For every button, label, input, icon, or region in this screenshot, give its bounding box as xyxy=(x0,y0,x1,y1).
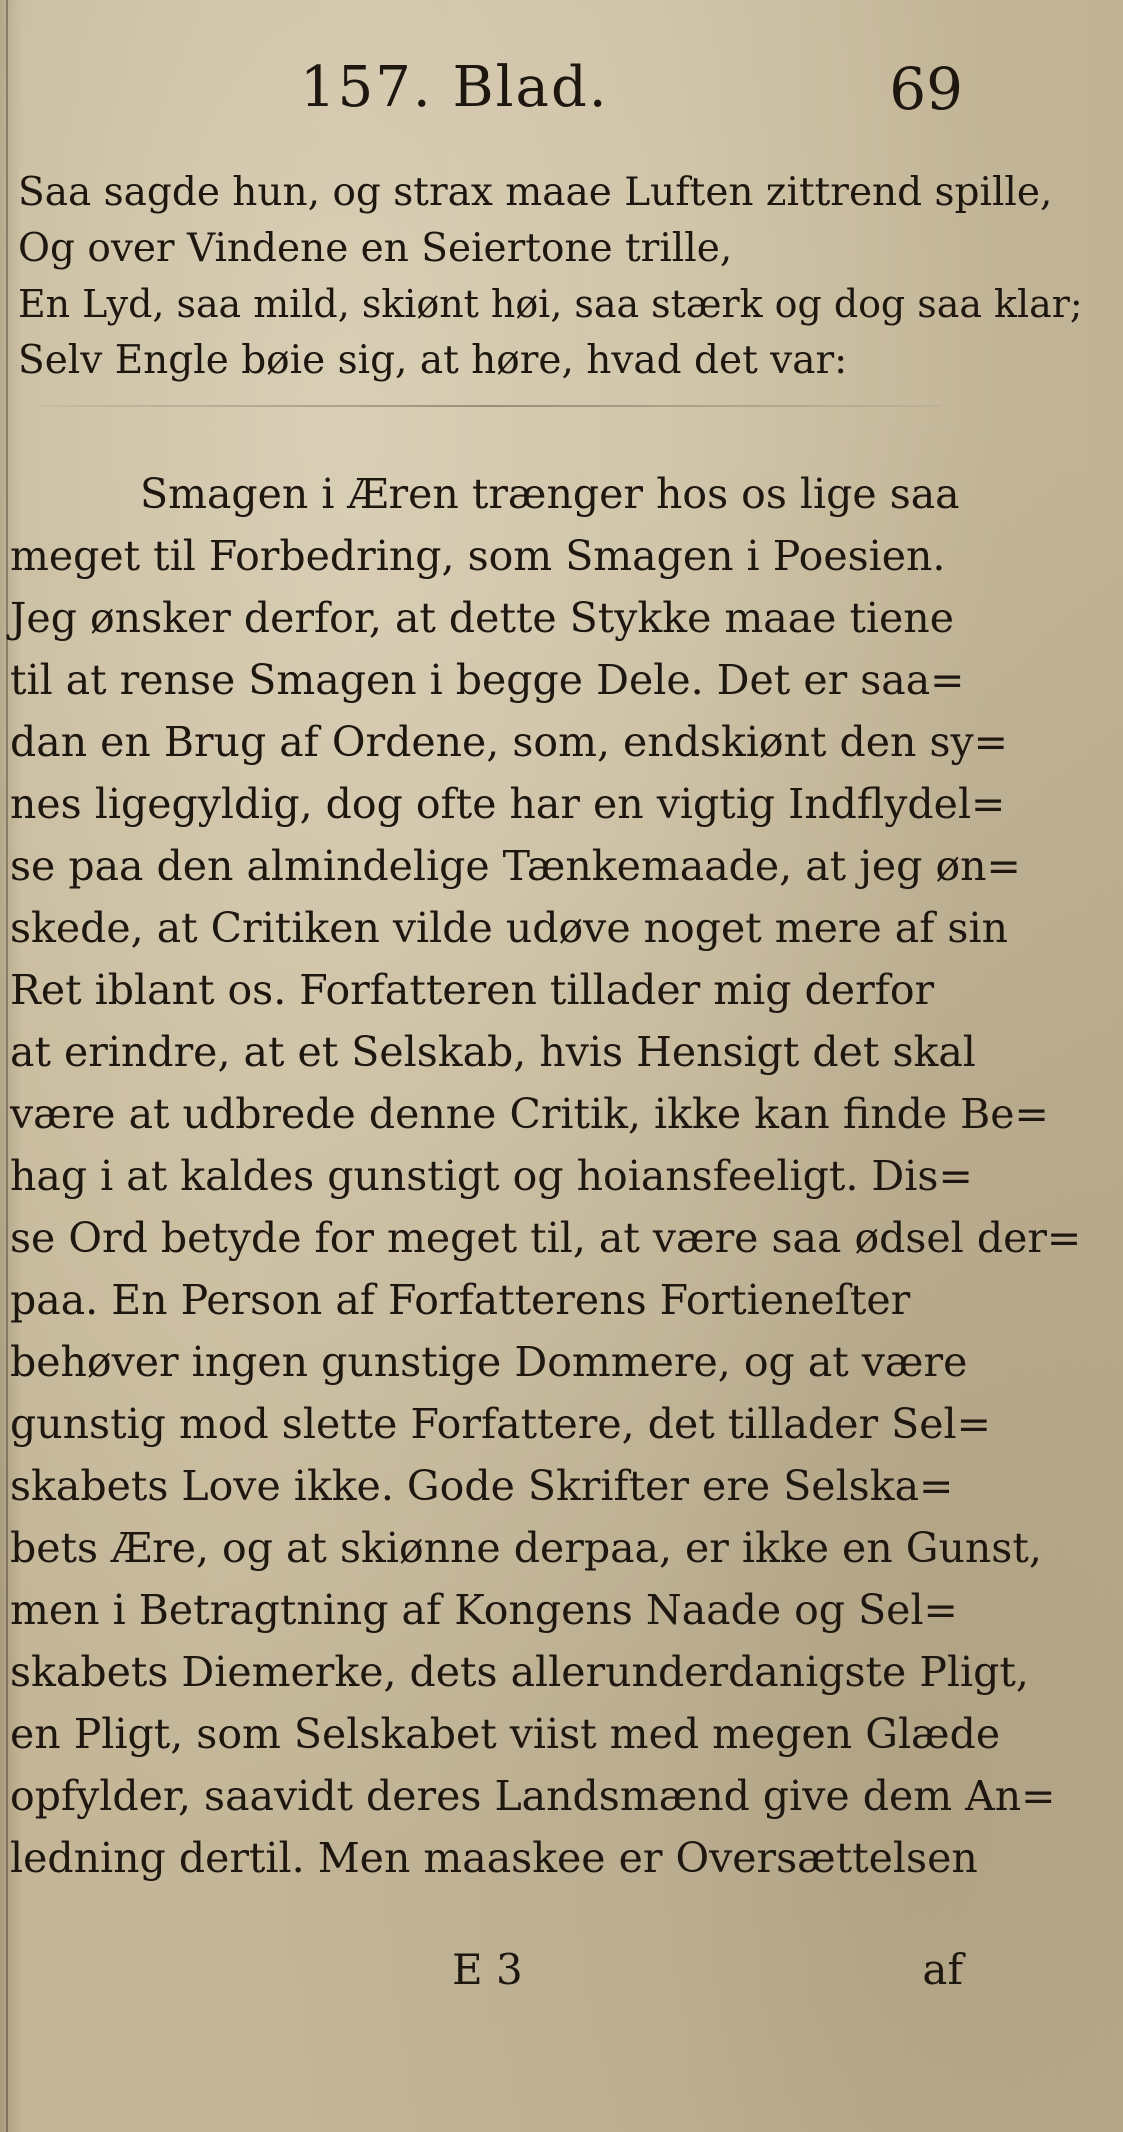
section-divider xyxy=(40,405,940,407)
prose-line: en Pligt, som Selskabet viist med megen Glæde xyxy=(10,1710,1001,1758)
prose-line: Jeg ønsker derfor, at dette Stykke maae tiene xyxy=(10,594,954,642)
prose-line: skabets Diemerke, dets allerunderdanigste Pligt, xyxy=(10,1648,1029,1696)
prose-line: behøver ingen gunstige Dommere, og at være xyxy=(10,1338,968,1386)
verse-line: Saa sagde hun, og strax maae Luften zittrend spille, xyxy=(18,170,1053,215)
prose-line: bets Ære, og at skiønne derpaa, er ikke en Gunst, xyxy=(10,1524,1042,1572)
prose-line: dan en Brug af Ordene, som, endskiønt den sy= xyxy=(10,718,1009,766)
page-number: 69 xyxy=(889,55,963,123)
prose-line: hag i at kaldes gunstigt og hoiansfeeligt. Dis= xyxy=(10,1152,973,1200)
page-edge-shadow xyxy=(6,0,8,2132)
prose-line: at erindre, at et Selskab, hvis Hensigt det skal xyxy=(10,1028,976,1076)
prose-line: men i Betragtning af Kongens Naade og Sel= xyxy=(10,1586,958,1634)
prose-line: paa. En Person af Forfatterens Fortieneſter xyxy=(10,1276,911,1324)
prose-line: ledning dertil. Men maaskee er Oversættelsen xyxy=(10,1834,978,1882)
prose-line: se paa den almindelige Tænkemaade, at jeg øn= xyxy=(10,842,1021,890)
prose-line: nes ligegyldig, dog ofte har en vigtig Indflydel= xyxy=(10,780,1006,828)
page-header xyxy=(0,55,1123,145)
signature-mark: E 3 xyxy=(452,1945,523,1994)
prose-line: gunstig mod slette Forfattere, det tillader Sel= xyxy=(10,1400,991,1448)
page-footer xyxy=(0,1945,1123,2025)
prose-line: meget til Forbedring, som Smagen i Poesien. xyxy=(10,532,946,580)
verse-line: Selv Engle bøie sig, at høre, hvad det var: xyxy=(18,338,848,383)
prose-line: skabets Love ikke. Gode Skrifter ere Selska= xyxy=(10,1462,954,1510)
prose-line: være at udbrede denne Critik, ikke kan finde Be= xyxy=(10,1090,1049,1138)
verse-line: En Lyd, saa mild, skiønt høi, saa stærk og dog saa klar; xyxy=(18,282,1083,326)
prose-line: til at rense Smagen i begge Dele. Det er saa= xyxy=(10,656,965,704)
prose-line: Ret iblant os. Forfatteren tillader mig derfor xyxy=(10,966,935,1014)
verse-line: Og over Vindene en Seiertone trille, xyxy=(18,226,733,271)
catchword: af xyxy=(922,1945,963,1994)
prose-line: opfylder, saavidt deres Landsmænd give dem An= xyxy=(10,1772,1056,1820)
prose-line: se Ord betyde for meget til, at være saa ødsel der= xyxy=(10,1214,1082,1262)
prose-line: skede, at Critiken vilde udøve noget mere af sin xyxy=(10,904,1008,952)
prose-line: Smagen i Æren trænger hos os lige saa xyxy=(140,470,960,518)
page-title: 157. Blad. xyxy=(300,55,609,120)
